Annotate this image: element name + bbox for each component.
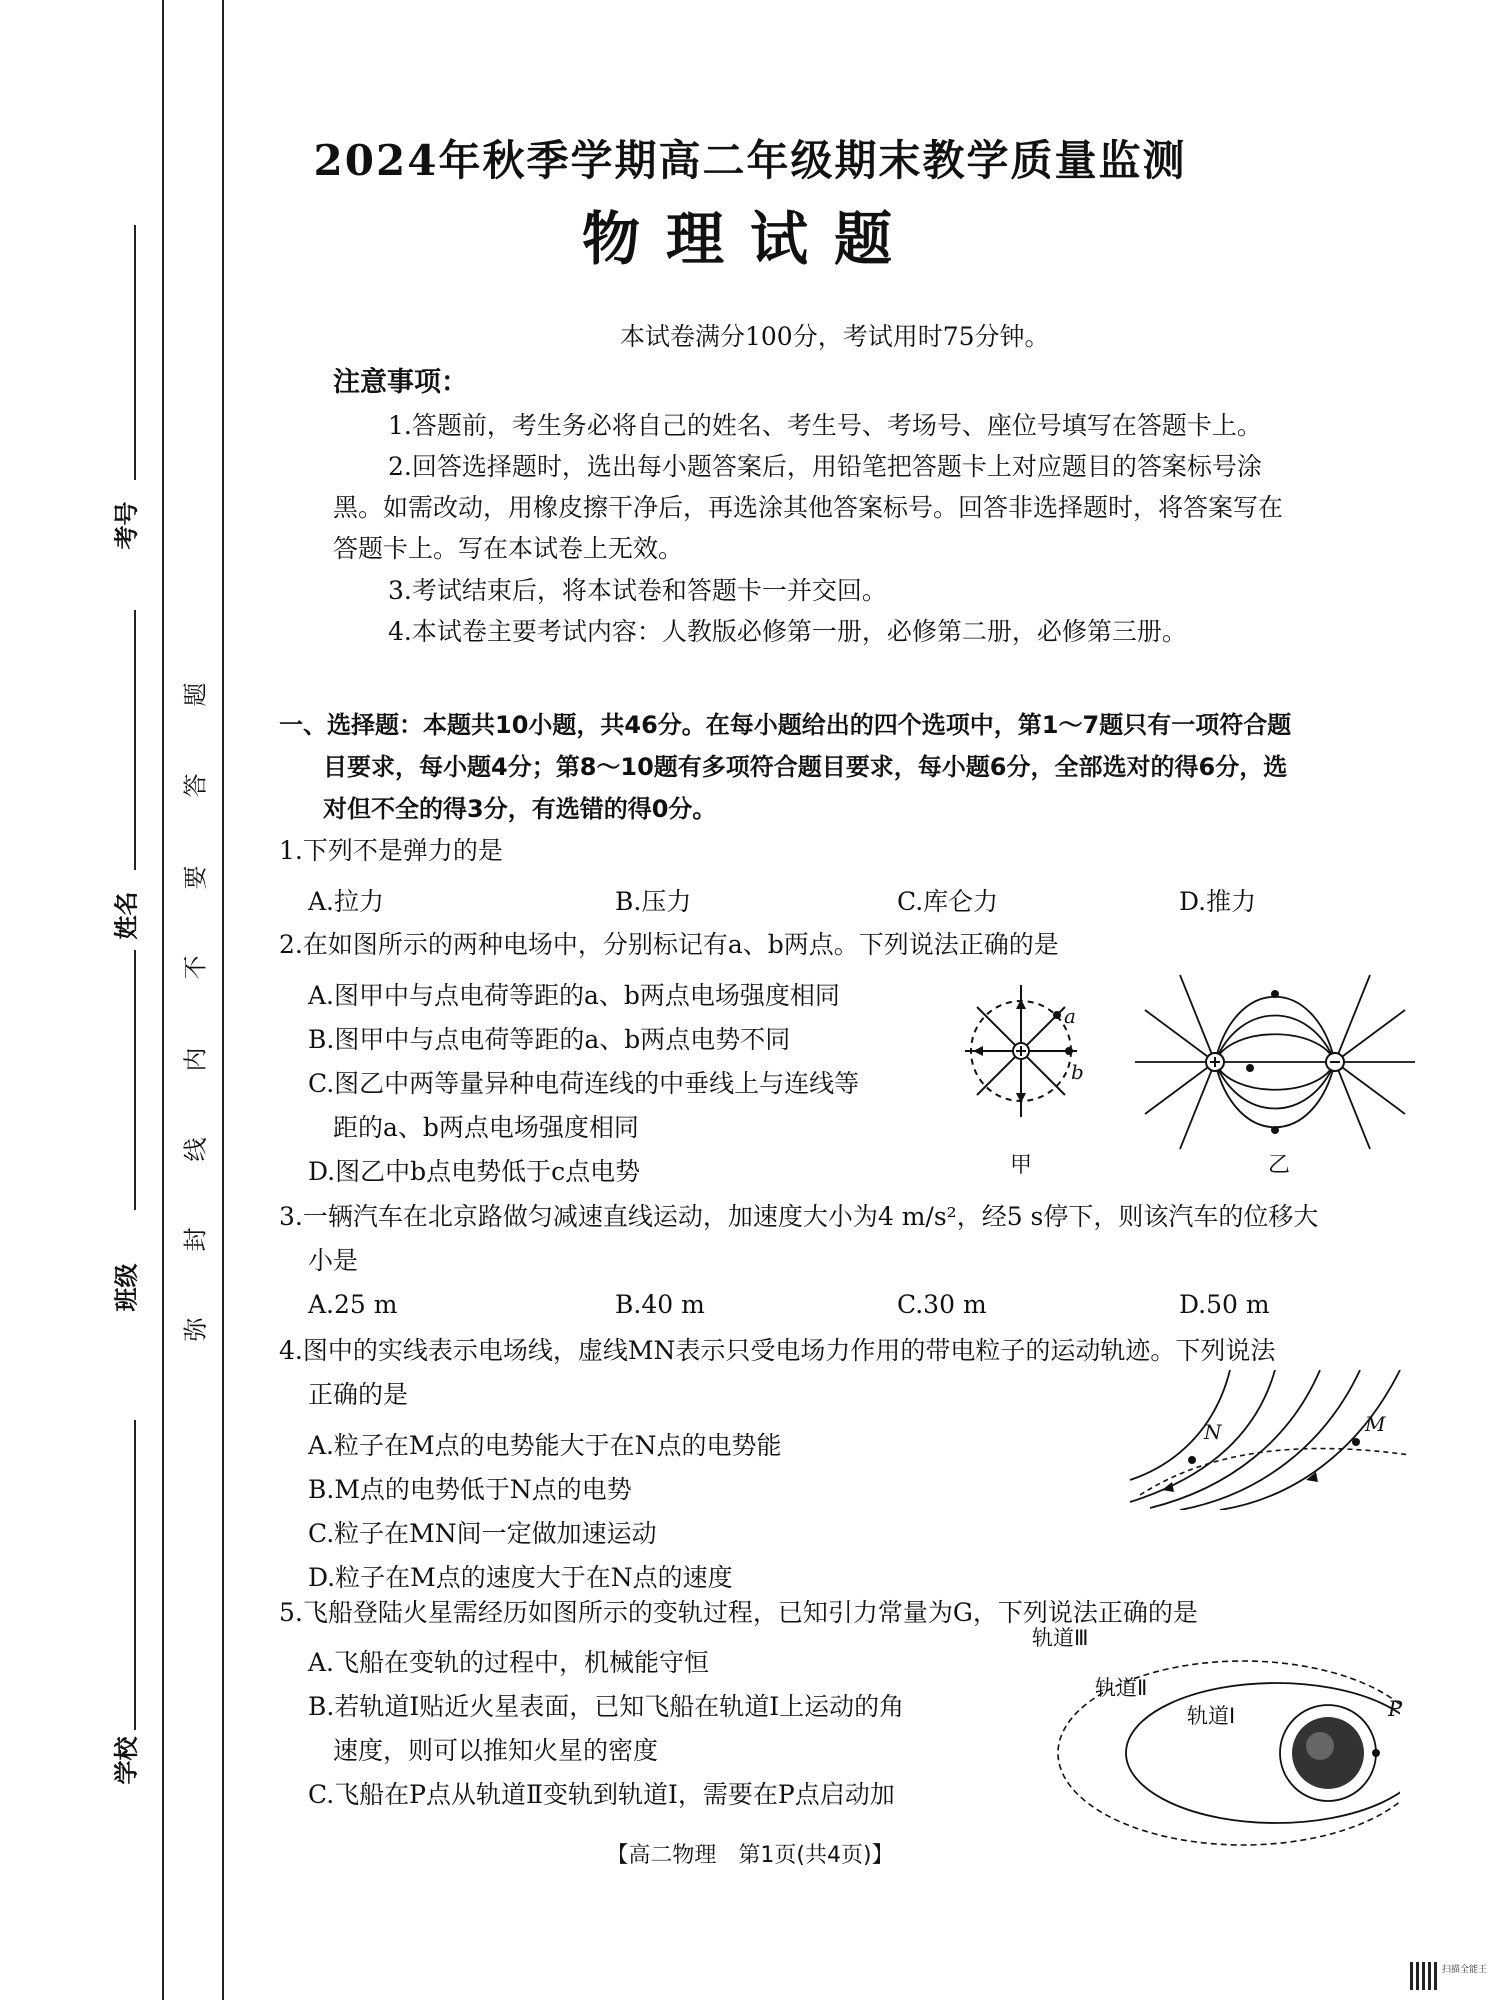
orbit-label-2: 轨道Ⅱ [1095,1676,1148,1700]
notice-line: 1.答题前，考生务必将自己的姓名、考生号、考场号、座位号填写在答题卡上。 [388,411,1262,440]
seal-char-3: 要 [181,865,210,890]
option: A.图甲中与点电荷等距的a、b两点电场强度相同 [308,981,840,1010]
point-label-M: M [1365,1412,1386,1436]
orbit-figure [1048,1628,1403,1848]
question-stem: 2.在如图所示的两种电场中，分别标记有a、b两点。下列说法正确的是 [279,930,1059,959]
seal-char-5: 内 [181,1047,210,1072]
qr-code-icon [1410,1962,1438,1990]
question-stem: 正确的是 [308,1380,409,1409]
seal-char-6: 线 [181,1137,210,1162]
option: B.M点的电势低于N点的电势 [308,1475,632,1504]
field-figure-yi [1130,970,1420,1155]
seal-char-8: 弥 [181,1317,210,1342]
option: B.40 m [615,1290,705,1319]
question-stem: 1.下列不是弹力的是 [279,836,503,865]
option: B.若轨道Ⅰ贴近火星表面，已知飞船在轨道Ⅰ上运动的角 [308,1692,905,1721]
field-figure-jia [965,985,1105,1125]
exam-title: 2024年秋季学期高二年级期末教学质量监测 [313,136,1187,185]
binding-line-outer [162,0,164,2000]
seal-char-7: 封 [181,1227,210,1252]
option: C.飞船在P点从轨道Ⅱ变轨到轨道Ⅰ，需要在P点启动加 [308,1780,895,1809]
option: A.飞船在变轨的过程中，机械能守恒 [308,1648,710,1677]
option: C.图乙中两等量异种电荷连线的中垂线上与连线等 [308,1069,860,1098]
option: C.库仑力 [897,887,999,916]
orbit-label-3: 轨道Ⅲ [1032,1626,1089,1650]
notice-line: 2.回答选择题时，选出每小题答案后，用铅笔把答题卡上对应题目的答案标号涂 [388,452,1262,481]
notice-line: 4.本试卷主要考试内容：人教版必修第一册，必修第二册，必修第三册。 [388,617,1187,646]
notice-line: 3.考试结束后，将本试卷和答题卡一并交回。 [388,576,887,605]
figure-label-jia: 甲 [1010,1153,1033,1178]
question-stem: 4.图中的实线表示电场线，虚线MN表示只受电场力作用的带电粒子的运动轨迹。下列说法 [279,1336,1276,1365]
orbit-label-1: 轨道Ⅰ [1187,1704,1236,1728]
figure-label-yi: 乙 [1268,1153,1291,1178]
xingming-label: 姓名 [112,891,141,940]
point-label-b: b [1071,1060,1084,1084]
option: D.图乙中b点电势低于c点电势 [308,1157,641,1186]
point-label-a: a [1064,1004,1076,1028]
seal-char-4: 不 [181,955,210,980]
option: 距的a、b两点电场强度相同 [333,1113,639,1142]
option: D.粒子在M点的速度大于在N点的速度 [308,1563,733,1592]
section-heading: 对但不全的得3分，有选错的得0分。 [323,795,717,823]
question-stem: 3.一辆汽车在北京路做匀减速直线运动，加速度大小为4 m/s²，经5 s停下，则该汽车的位移大 [279,1202,1319,1231]
scan-mark: 扫描全能王 [1442,1965,1488,1975]
xingming-blank [134,610,136,870]
notice-line: 答题卡上。写在本试卷上无效。 [333,534,684,563]
option: D.推力 [1179,887,1257,916]
exam-info: 本试卷满分100分，考试用时75分钟。 [620,322,1050,351]
option: C.粒子在MN间一定做加速运动 [308,1519,657,1548]
section-heading: 一、选择题：本题共10小题，共46分。在每小题给出的四个选项中，第1～7题只有一项符合题 [279,711,1292,739]
binding-line-inner [222,0,224,2000]
field-lines-figure [1120,1370,1420,1510]
section-heading: 目要求，每小题4分；第8～10题有多项符合题目要求，每小题6分，全部选对的得6分，选 [323,753,1288,781]
xuexiao-label: 学校 [112,1736,141,1785]
seal-char-1: 题 [181,682,210,707]
banji-label: 班级 [112,1263,141,1312]
seal-char-2: 答 [181,773,210,798]
question-stem: 5.飞船登陆火星需经历如图所示的变轨过程，已知引力常量为G，下列说法正确的是 [279,1598,1198,1627]
option: D.50 m [1179,1290,1270,1319]
option: B.压力 [615,887,692,916]
point-label-P: P [1388,1697,1403,1721]
option: A.25 m [308,1290,398,1319]
kaohao-label: 考号 [112,501,141,550]
banji-blank [134,950,136,1210]
page-footer: 【高二物理 第1页(共4页)】 [606,1843,894,1868]
notice-heading: 注意事项： [333,367,468,398]
option: A.粒子在M点的电势能大于在N点的电势能 [308,1431,782,1460]
option: A.拉力 [308,887,385,916]
subject-title: 物理试题 [581,205,918,273]
option: B.图甲中与点电荷等距的a、b两点电势不同 [308,1025,791,1054]
option: C.30 m [897,1290,987,1319]
notice-line: 黑。如需改动，用橡皮擦干净后，再选涂其他答案标号。回答非选择题时，将答案写在 [333,493,1284,522]
option: 速度，则可以推知火星的密度 [333,1736,659,1765]
point-label-N: N [1204,1420,1222,1444]
question-stem: 小是 [308,1246,359,1275]
xuexiao-blank [134,1420,136,1730]
